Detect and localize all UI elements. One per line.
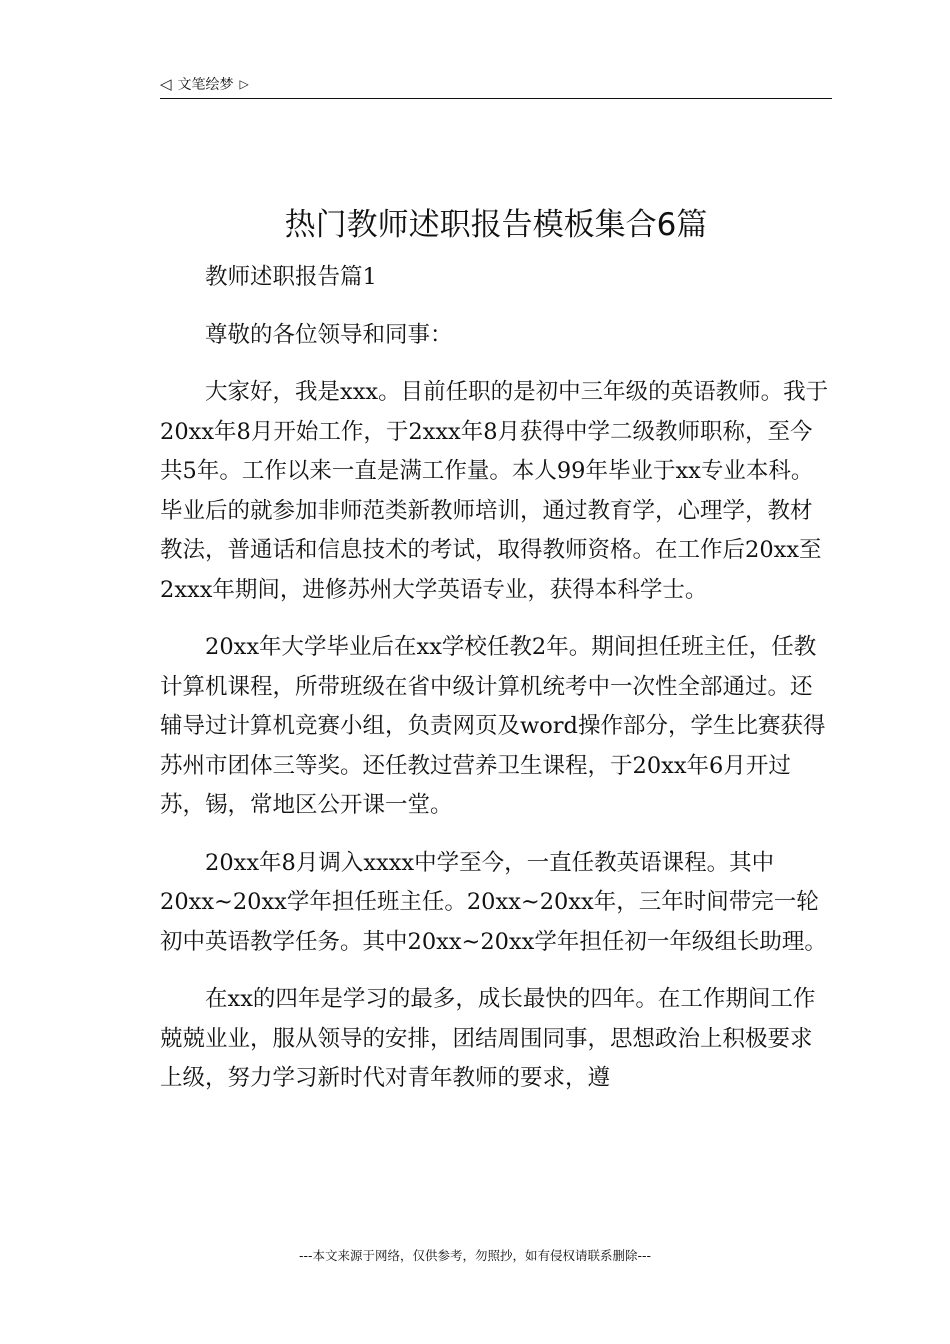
body-paragraph-4: 在xx的四年是学习的最多，成长最快的四年。在工作期间工作兢兢业业，服从领导的安排，团结周围同事，思想政治上积极要求上级，努力学习新时代对青年教师的要求，遵 [160,986,816,1091]
footer-disclaimer: ---本文来源于网络，仅供参考，勿照抄，如有侵权请联系删除--- [298,1248,652,1263]
body-paragraph-1: 大家好，我是xxx。目前任职的是初中三年级的英语教师。我于20xx年8月开始工作，于2xxx年8月获得中学二级教师职称，至今共5年。工作以来一直是满工作量。本人99年毕业于xx专业本科。毕业后的就参加非师范类新教师培训，通过教育学，心理学，教材教法，普通话和信息技术的考试，取得教师资格。在工作后20xx至2xxx年期间，进修苏州大学英语专业，获得本科学士。 [160,379,829,603]
body-paragraph-3: 20xx年8月调入xxxx中学至今，一直任教英语课程。其中20xx~20xx学年担任班主任。20xx~20xx年，三年时间带完一轮初中英语教学任务。其中20xx~20xx学年担任初一年级组长助理。 [160,849,827,955]
triangle-right-icon: ▷ [239,77,249,91]
document-title: 热门教师述职报告模板集合6篇 [284,207,708,243]
salutation: 尊敬的各位领导和同事： [205,321,453,348]
header-brand: 文笔绘梦 [177,77,234,93]
page-header [160,74,832,99]
triangle-left-icon: ◁ [160,75,172,93]
document-body [160,258,832,1117]
body-paragraph-2: 20xx年大学毕业后在xx学校任教2年。期间担任班主任，任教计算机课程，所带班级在省中级计算机统考中一次性全部通过。还辅导过计算机竞赛小组，负责网页及word操作部分，学生比赛获得苏州市团体三等奖。还任教过营养卫生课程，于20xx年6月开过苏，锡，常地区公开课一堂。 [160,634,826,818]
section-heading: 教师述职报告篇1 [205,264,377,290]
